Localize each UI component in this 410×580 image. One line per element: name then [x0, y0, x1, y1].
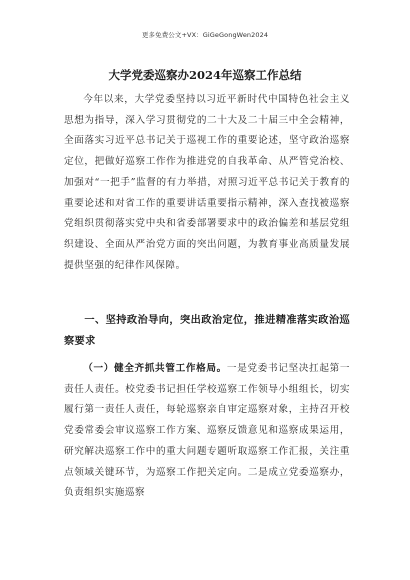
- subsection-body-1: 一是党委书记坚决扛起第一责任人责任。校党委书记担任学校巡察工作领导小组组长，切实履行第一责任人责任，每轮巡察亲自审定巡察对象，主持召开校党委常委会审议巡察工作方案、巡察反馈意见和巡察成果运用，研究解决巡察工作中的重大问题专题听取巡察工作汇报，关注重点领域关键环节，为巡察工作把关定向。二是成立党委巡察办，负责组织实施巡察: [64, 363, 350, 499]
- subsection-heading-1: （一）健全齐抓共管工作格局。: [83, 363, 227, 374]
- section-heading-1: 一、坚持政治导向，突出政治定位，推进精准落实政治巡察要求: [64, 314, 350, 347]
- subsection-paragraph-1: [64, 359, 350, 504]
- document-title: 大学党委巡察办2024年巡察工作总结: [108, 68, 302, 82]
- intro-paragraph: 今年以来，大学党委坚持以习近平新时代中国特色社会主义思想为指导，深入学习贯彻党的二十大及二十届三中全会精神，全面落实习近平总书记关于巡视工作的重要论述，坚守政治巡察定位，把做好巡察工作作为推进党的自我革命、从严管党治校、加强对“一把手”监督的有力举措，对照习近平总书记关于教育的重要论述和对省工作的重要讲话重要指示精神，深入查找被巡察党组织贯彻落实党中央和省委部署要求中的政治偏差和基层党组织建设、全面从严治党方面的突出问题，为教育事业高质量发展提供坚强的纪律作风保障。: [64, 94, 350, 271]
- header-note: 更多免费公文+VX：GiGeGongWen2024: [141, 31, 269, 39]
